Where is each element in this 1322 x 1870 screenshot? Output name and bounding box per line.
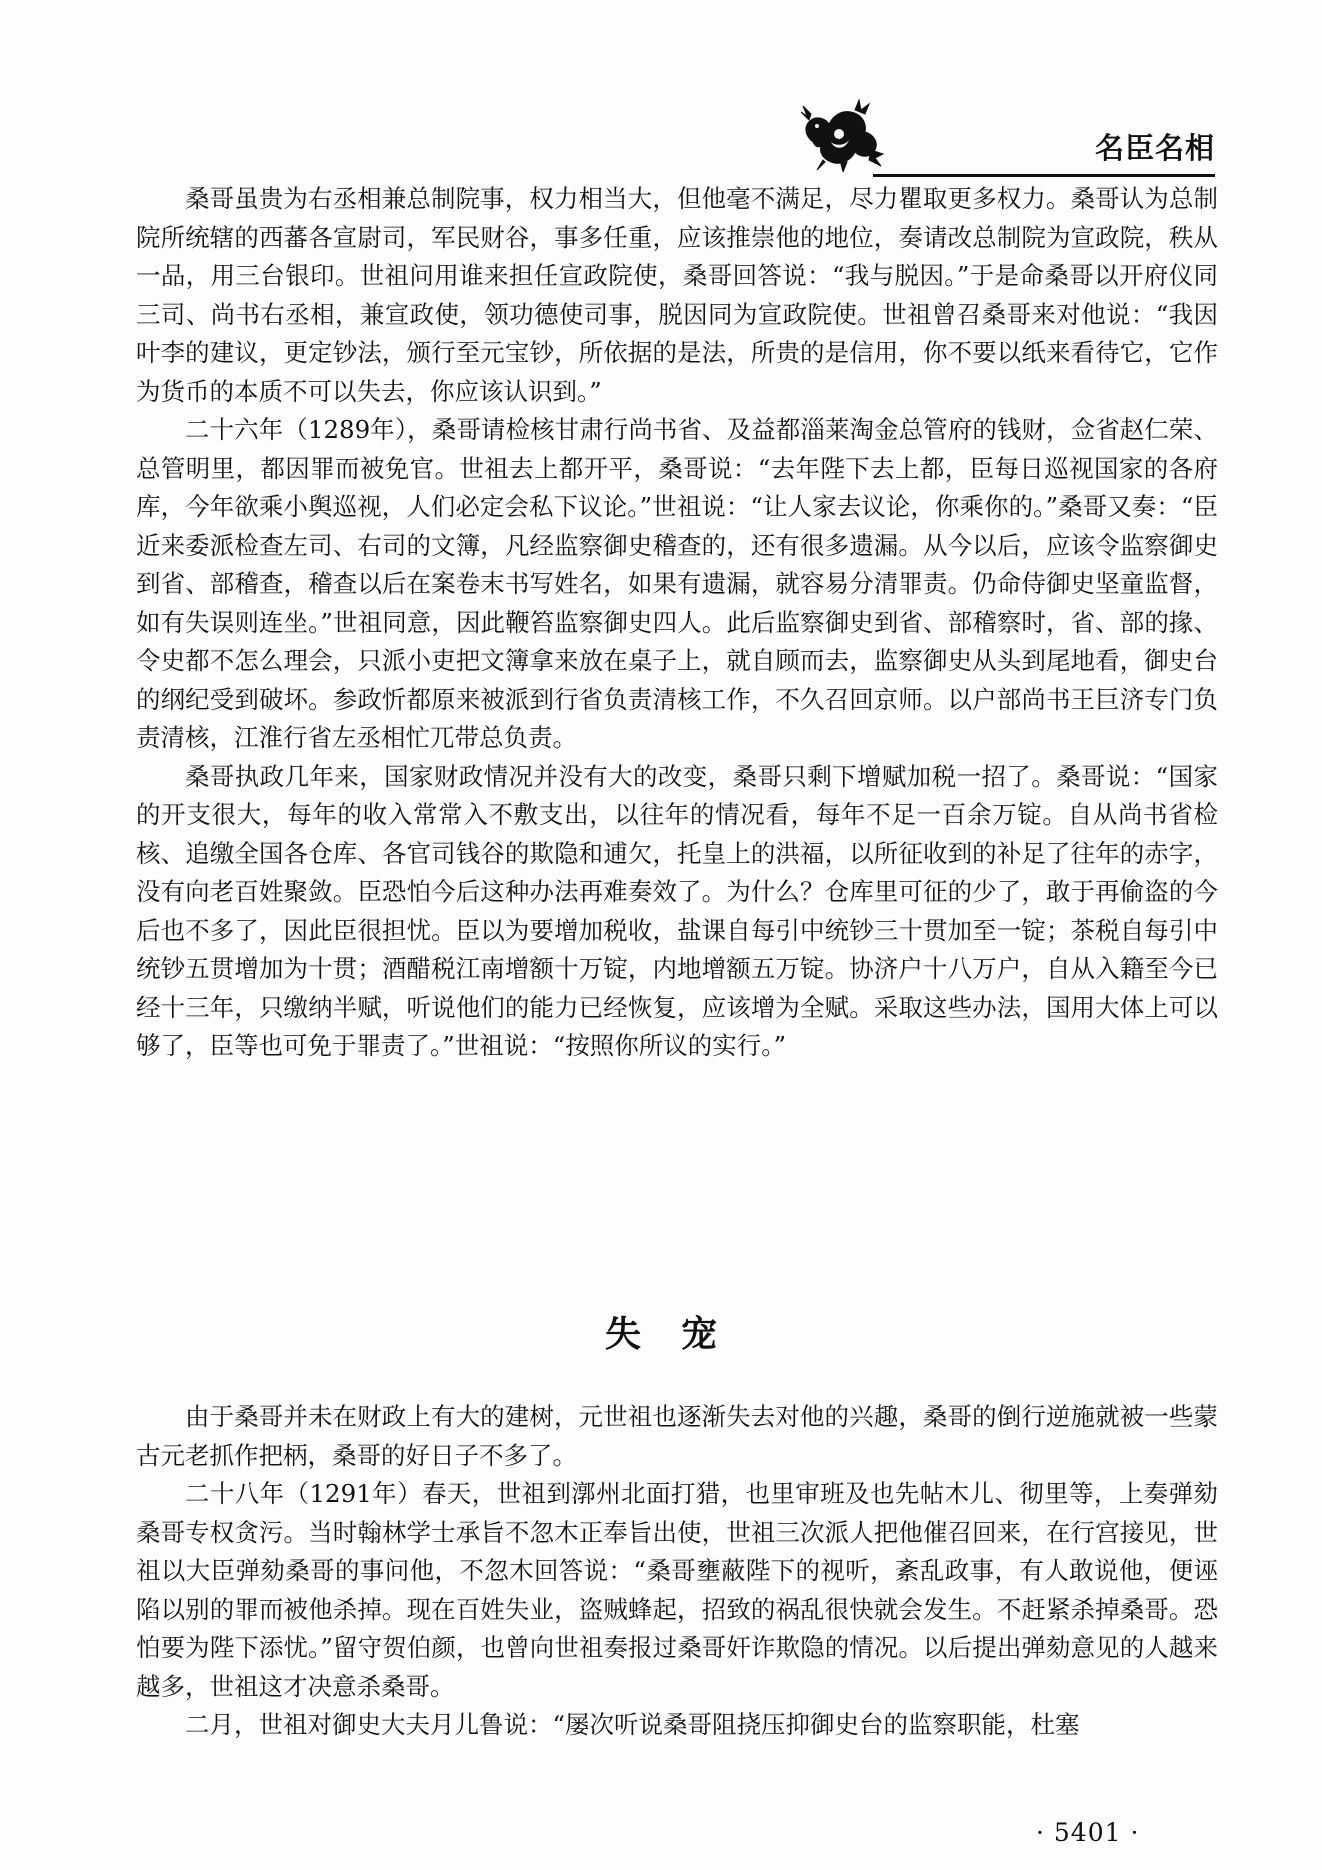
- paragraph: 二十六年（1289年），桑哥请检核甘肃行尚书省、及益都淄莱淘金总管府的钱财，佥省赵仁荣、总管明里，都因罪而被免官。世祖去上都开平，桑哥说：“去年陛下去上都，臣每日巡视国家的各府库，今年欲乘小舆巡视，人们必定会私下议论。”世祖说：“让人家去议论，你乘你的。”桑哥又奏：“臣近来委派检查左司、右司的文簿，凡经监察御史稽查的，还有很多遗漏。从今以后，应该令监察御史到省、部稽查，稽查以后在案卷末书写姓名，如果有遗漏，就容易分清罪责。仍命侍御史坚童监督，如有失误则连坐。”世祖同意，因此鞭笞监察御史四人。此后监察御史到省、部稽察时，省、部的掾、令史都不怎么理会，只派小吏把文簿拿来放在桌子上，就自顾而去，监察御史从头到尾地看，御史台的纲纪受到破坏。参政忻都原来被派到行省负责清核工作，不久召回京师。以户部尚书王巨济专门负责清核，江淮行省左丞相忙兀带总负责。: [136, 415, 1218, 752]
- section-title: 失宠: [604, 1314, 757, 1355]
- paragraph: 二十八年（1291年）春天，世祖到漷州北面打猎，也里审班及也先帖木儿、彻里等，上奏弹劾桑哥专权贪污。当时翰林学士承旨不忽木正奉旨出使，世祖三次派人把他催召回来，在行宫接见，世祖以大臣弹劾桑哥的事问他，不忽木回答说：“桑哥壅蔽陛下的视听，紊乱政事，有人敢说他，便诬陷以别的罪而被他杀掉。现在百姓失业，盗贼蜂起，招致的祸乱很快就会发生。不赶紧杀掉桑哥。恐怕要为陛下添忧。”留守贺伯颜，也曾向世祖奏报过桑哥奸诈欺隐的情况。以后提出弹劾意见的人越来越多，世祖这才决意杀桑哥。: [136, 1479, 1218, 1701]
- paragraph: 由于桑哥并未在财政上有大的建树，元世祖也逐渐失去对他的兴趣，桑哥的倒行逆施就被一些蒙古元老抓作把柄，桑哥的好日子不多了。: [136, 1402, 1218, 1470]
- paragraph: 桑哥虽贵为右丞相兼总制院事，权力相当大，但他毫不满足，尽力瞿取更多权力。桑哥认为总制院所统辖的西蕃各宣尉司，军民财谷，事多任重，应该推崇他的地位，奏请改总制院为宣政院，秩从一品，用三台银印。世祖问用谁来担任宣政院使，桑哥回答说：“我与脱因。”于是命桑哥以开府仪同三司、尚书右丞相，兼宣政使，领功德使司事，脱因同为宣政院使。世祖曾召桑哥来对他说：“我因叶李的建议，更定钞法，颁行至元宝钞，所依据的是法，所贵的是信用，你不要以纸来看待它，它作为货币的本质不可以失去，你应该认识到。”: [136, 184, 1218, 406]
- header-rule: [873, 174, 1215, 177]
- paragraph: 二月，世祖对御史大夫月儿鲁说：“屡次听说桑哥阻挠压抑御史台的监察职能，杜塞: [185, 1710, 1080, 1739]
- body-text-top: [136, 180, 1218, 1066]
- header-title: 名臣名相: [1094, 131, 1215, 165]
- paragraph: 桑哥执政几年来，国家财政情况并没有大的改变，桑哥只剩下增赋加税一招了。桑哥说：“国家的开支很大，每年的收入常常入不敷支出，以往年的情况看，每年不足一百余万锭。自从尚书省检核、追缴全国各仓库、各官司钱谷的欺隐和逋欠，托皇上的洪福，以所征收到的补足了往年的赤字，没有向老百姓聚敛。臣恐怕今后这种办法再难奏效了。为什么？仓库里可征的少了，敢于再偷盗的今后也不多了，因此臣很担忧。臣以为要增加税收，盐课自每引中统钞三十贯加至一锭；茶税自每引中统钞五贯增加为十贯；酒醋税江南增额十万锭，内地增额五万锭。协济户十八万户，自从入籍至今已经十三年，只缴纳半赋，听说他们的能力已经恢复，应该增为全赋。采取这些办法，国用大体上可以够了，臣等也可免于罪责了。”世祖说：“按照你所议的实行。”: [136, 761, 1218, 1060]
- page-number: · 5401 ·: [1036, 1818, 1140, 1847]
- body-text-bottom: [136, 1398, 1218, 1745]
- running-header: [795, 96, 1215, 176]
- dragon-emblem-icon: [795, 96, 885, 172]
